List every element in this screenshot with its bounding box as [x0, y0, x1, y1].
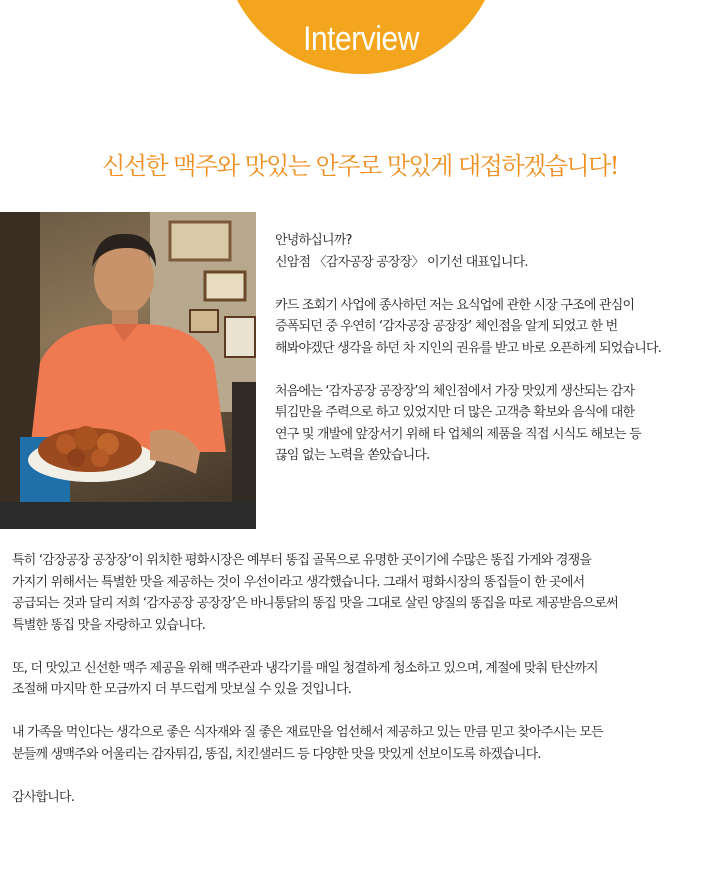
text-line: 감사합니다.: [12, 789, 75, 805]
intro-text: [275, 230, 720, 488]
interview-banner-title: Interview: [303, 20, 419, 58]
text-line: 카드 조회기 사업에 종사하던 저는 요식업에 관한 시장 구조에 관심이: [275, 297, 635, 313]
text-line: 끊임 없는 노력을 쏟았습니다.: [275, 448, 430, 463]
text-line: 분들께 생맥주와 어울리는 감자튀김, 똥집, 치킨샐러드 등 다양한 맛을 맛있게 선보이도록 하겠습니다.: [12, 746, 541, 762]
body-text: [12, 550, 712, 830]
intro-effort-paragraph: [275, 381, 720, 467]
text-line: 가지기 위해서는 특별한 맛을 제공하는 것이 우선이라고 생각했습니다. 그래서 평화시장의 똥집들이 한 곳에서: [12, 574, 585, 590]
text-line: 신암점 〈감자공장 공장장〉 이기선 대표입니다.: [275, 254, 528, 270]
intro-background-paragraph: [275, 295, 720, 360]
intro-greeting-paragraph: [275, 230, 720, 273]
body-beer-paragraph: [12, 658, 712, 701]
text-line: 또, 더 맛있고 신선한 맥주 제공을 위해 맥주관과 냉각기를 매일 청결하게 청소하고 있으며, 계절에 맞춰 탄산까지: [12, 660, 598, 676]
body-market-paragraph: [12, 550, 712, 636]
text-line: 내 가족을 먹인다는 생각으로 좋은 식자재와 질 좋은 재료만을 엄선해서 제공하고 있는 만큼 믿고 찾아주시는 모든: [12, 725, 603, 740]
body-closing-paragraph: [12, 787, 712, 809]
text-line: 처음에는 ‘감자공장 공장장’의 체인점에서 가장 맛있게 생산되는 감자: [275, 383, 635, 399]
text-line: 조절해 마지막 한 모금까지 더 부드럽게 맛보실 수 있을 것입니다.: [12, 682, 352, 697]
text-line: 연구 및 개발에 앞장서기 위해 타 업체의 제품을 직접 시식도 해보는 등: [275, 426, 641, 442]
text-line: 특별한 똥집 맛을 자랑하고 있습니다.: [12, 617, 206, 633]
text-line: 공급되는 것과 달리 저희 ‘감자공장 공장장’은 바니통닭의 똥집 맛을 그대로 살린 양질의 똥집을 따로 제공받음으로써: [12, 596, 618, 611]
text-line: 증폭되던 중 우연히 ‘감자공장 공장장’ 체인점을 알게 되었고 한 번: [275, 319, 618, 334]
text-line: 튀김만을 주력으로 하고 있었지만 더 많은 고객층 확보와 음식에 대한: [275, 405, 635, 420]
interview-photo: [0, 212, 256, 529]
text-line: 안녕하십니까?: [275, 233, 352, 248]
text-line: 해봐야겠단 생각을 하던 차 지인의 권유를 받고 바로 오픈하게 되었습니다.: [275, 340, 662, 356]
body-ingredients-paragraph: [12, 722, 712, 765]
text-line: 특히 ‘감장공장 공장장’이 위치한 평화시장은 예부터 똥집 골목으로 유명한 곳이기에 수많은 똥집 가게와 경쟁을: [12, 553, 592, 568]
photo-illustration: [0, 212, 256, 529]
headline: 신선한 맥주와 맛있는 안주로 맛있게 대접하겠습니다!: [102, 152, 618, 180]
